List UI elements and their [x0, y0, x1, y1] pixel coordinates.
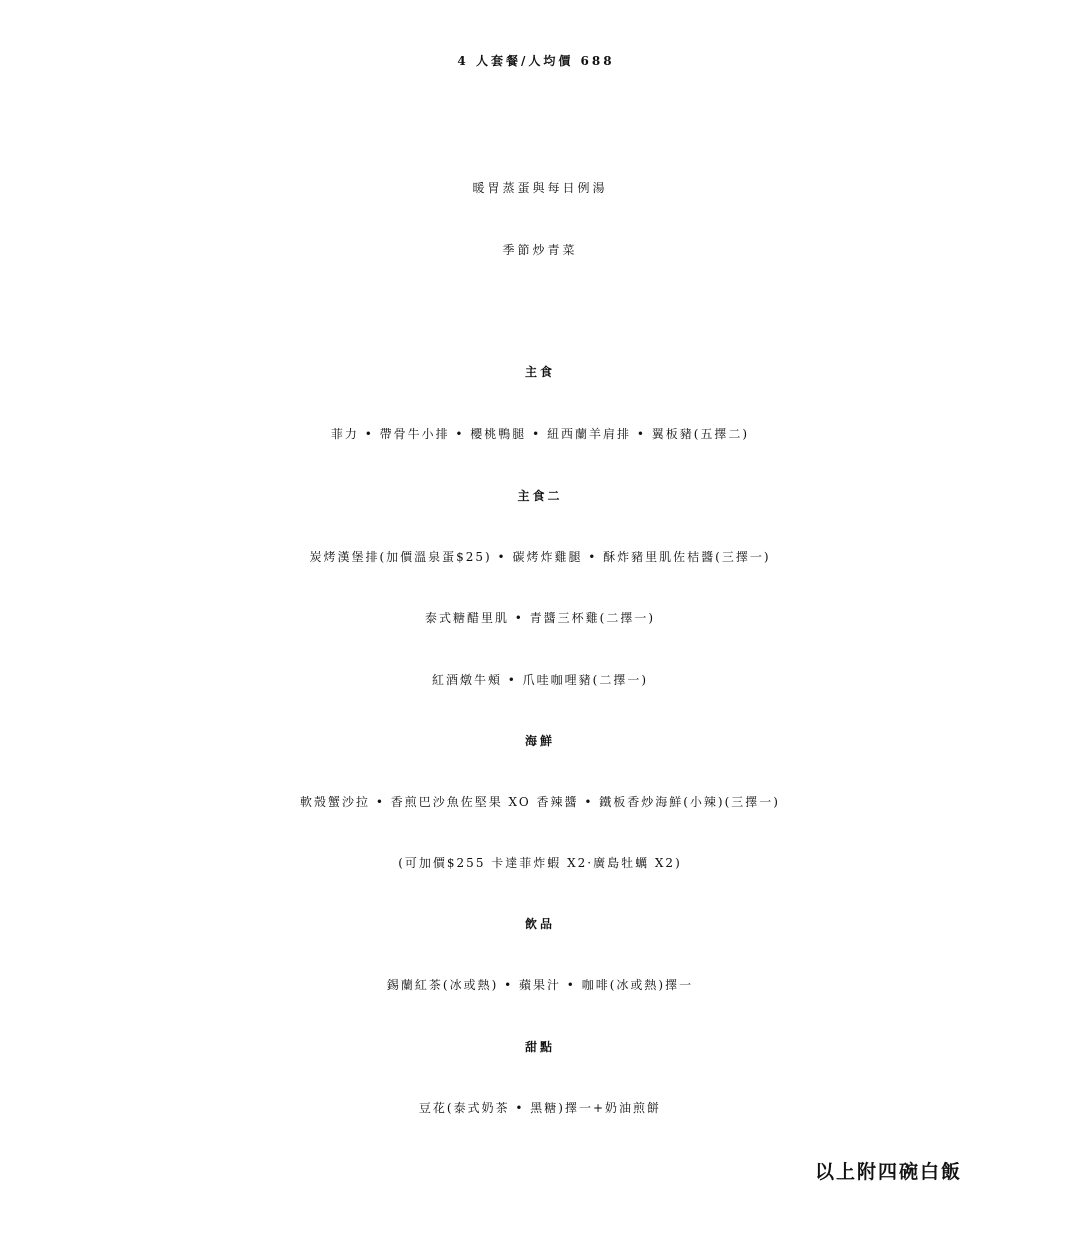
- section-heading-dessert: 甜點: [524, 1040, 555, 1054]
- rice-footnote: 以上附四碗白飯: [814, 1161, 962, 1183]
- dessert-options-line: 豆花(泰式奶茶 • 黑糖)擇一+奶油煎餅: [418, 1101, 662, 1115]
- menu-title: 4 人套餐/人均價 688: [457, 54, 615, 68]
- main-options-line: 菲力 • 帶骨牛小排 • 櫻桃鴨腿 • 紐西蘭羊肩排 • 翼板豬(五擇二): [330, 427, 750, 441]
- starter-vegetable: 季節炒青菜: [502, 243, 578, 257]
- section-heading-drinks: 飲品: [524, 917, 555, 931]
- seafood-addon-line: (可加價$255 卡達菲炸蝦 X2·廣島牡蠣 X2): [398, 856, 682, 870]
- drinks-options-line: 錫蘭紅茶(冰或熱) • 蘋果汁 • 咖啡(冰或熱)擇一: [386, 978, 694, 992]
- starter-soup-egg: 暖胃蒸蛋與每日例湯: [472, 181, 608, 195]
- main2-options-line-2: 泰式糖醋里肌 • 青醬三杯雞(二擇一): [424, 611, 656, 625]
- section-heading-main2: 主食二: [517, 489, 563, 503]
- main2-options-line-3: 紅酒燉牛頰 • 爪哇咖哩豬(二擇一): [431, 673, 649, 687]
- main2-options-line-1: 炭烤漢堡排(加價溫泉蛋$25) • 碳烤炸雞腿 • 酥炸豬里肌佐桔醬(三擇一): [309, 550, 771, 564]
- section-heading-main: 主食: [524, 365, 555, 379]
- seafood-options-line: 軟殼蟹沙拉 • 香煎巴沙魚佐堅果 XO 香辣醬 • 鐵板香炒海鮮(小辣)(三擇一): [300, 795, 780, 809]
- section-heading-seafood: 海鮮: [524, 734, 555, 748]
